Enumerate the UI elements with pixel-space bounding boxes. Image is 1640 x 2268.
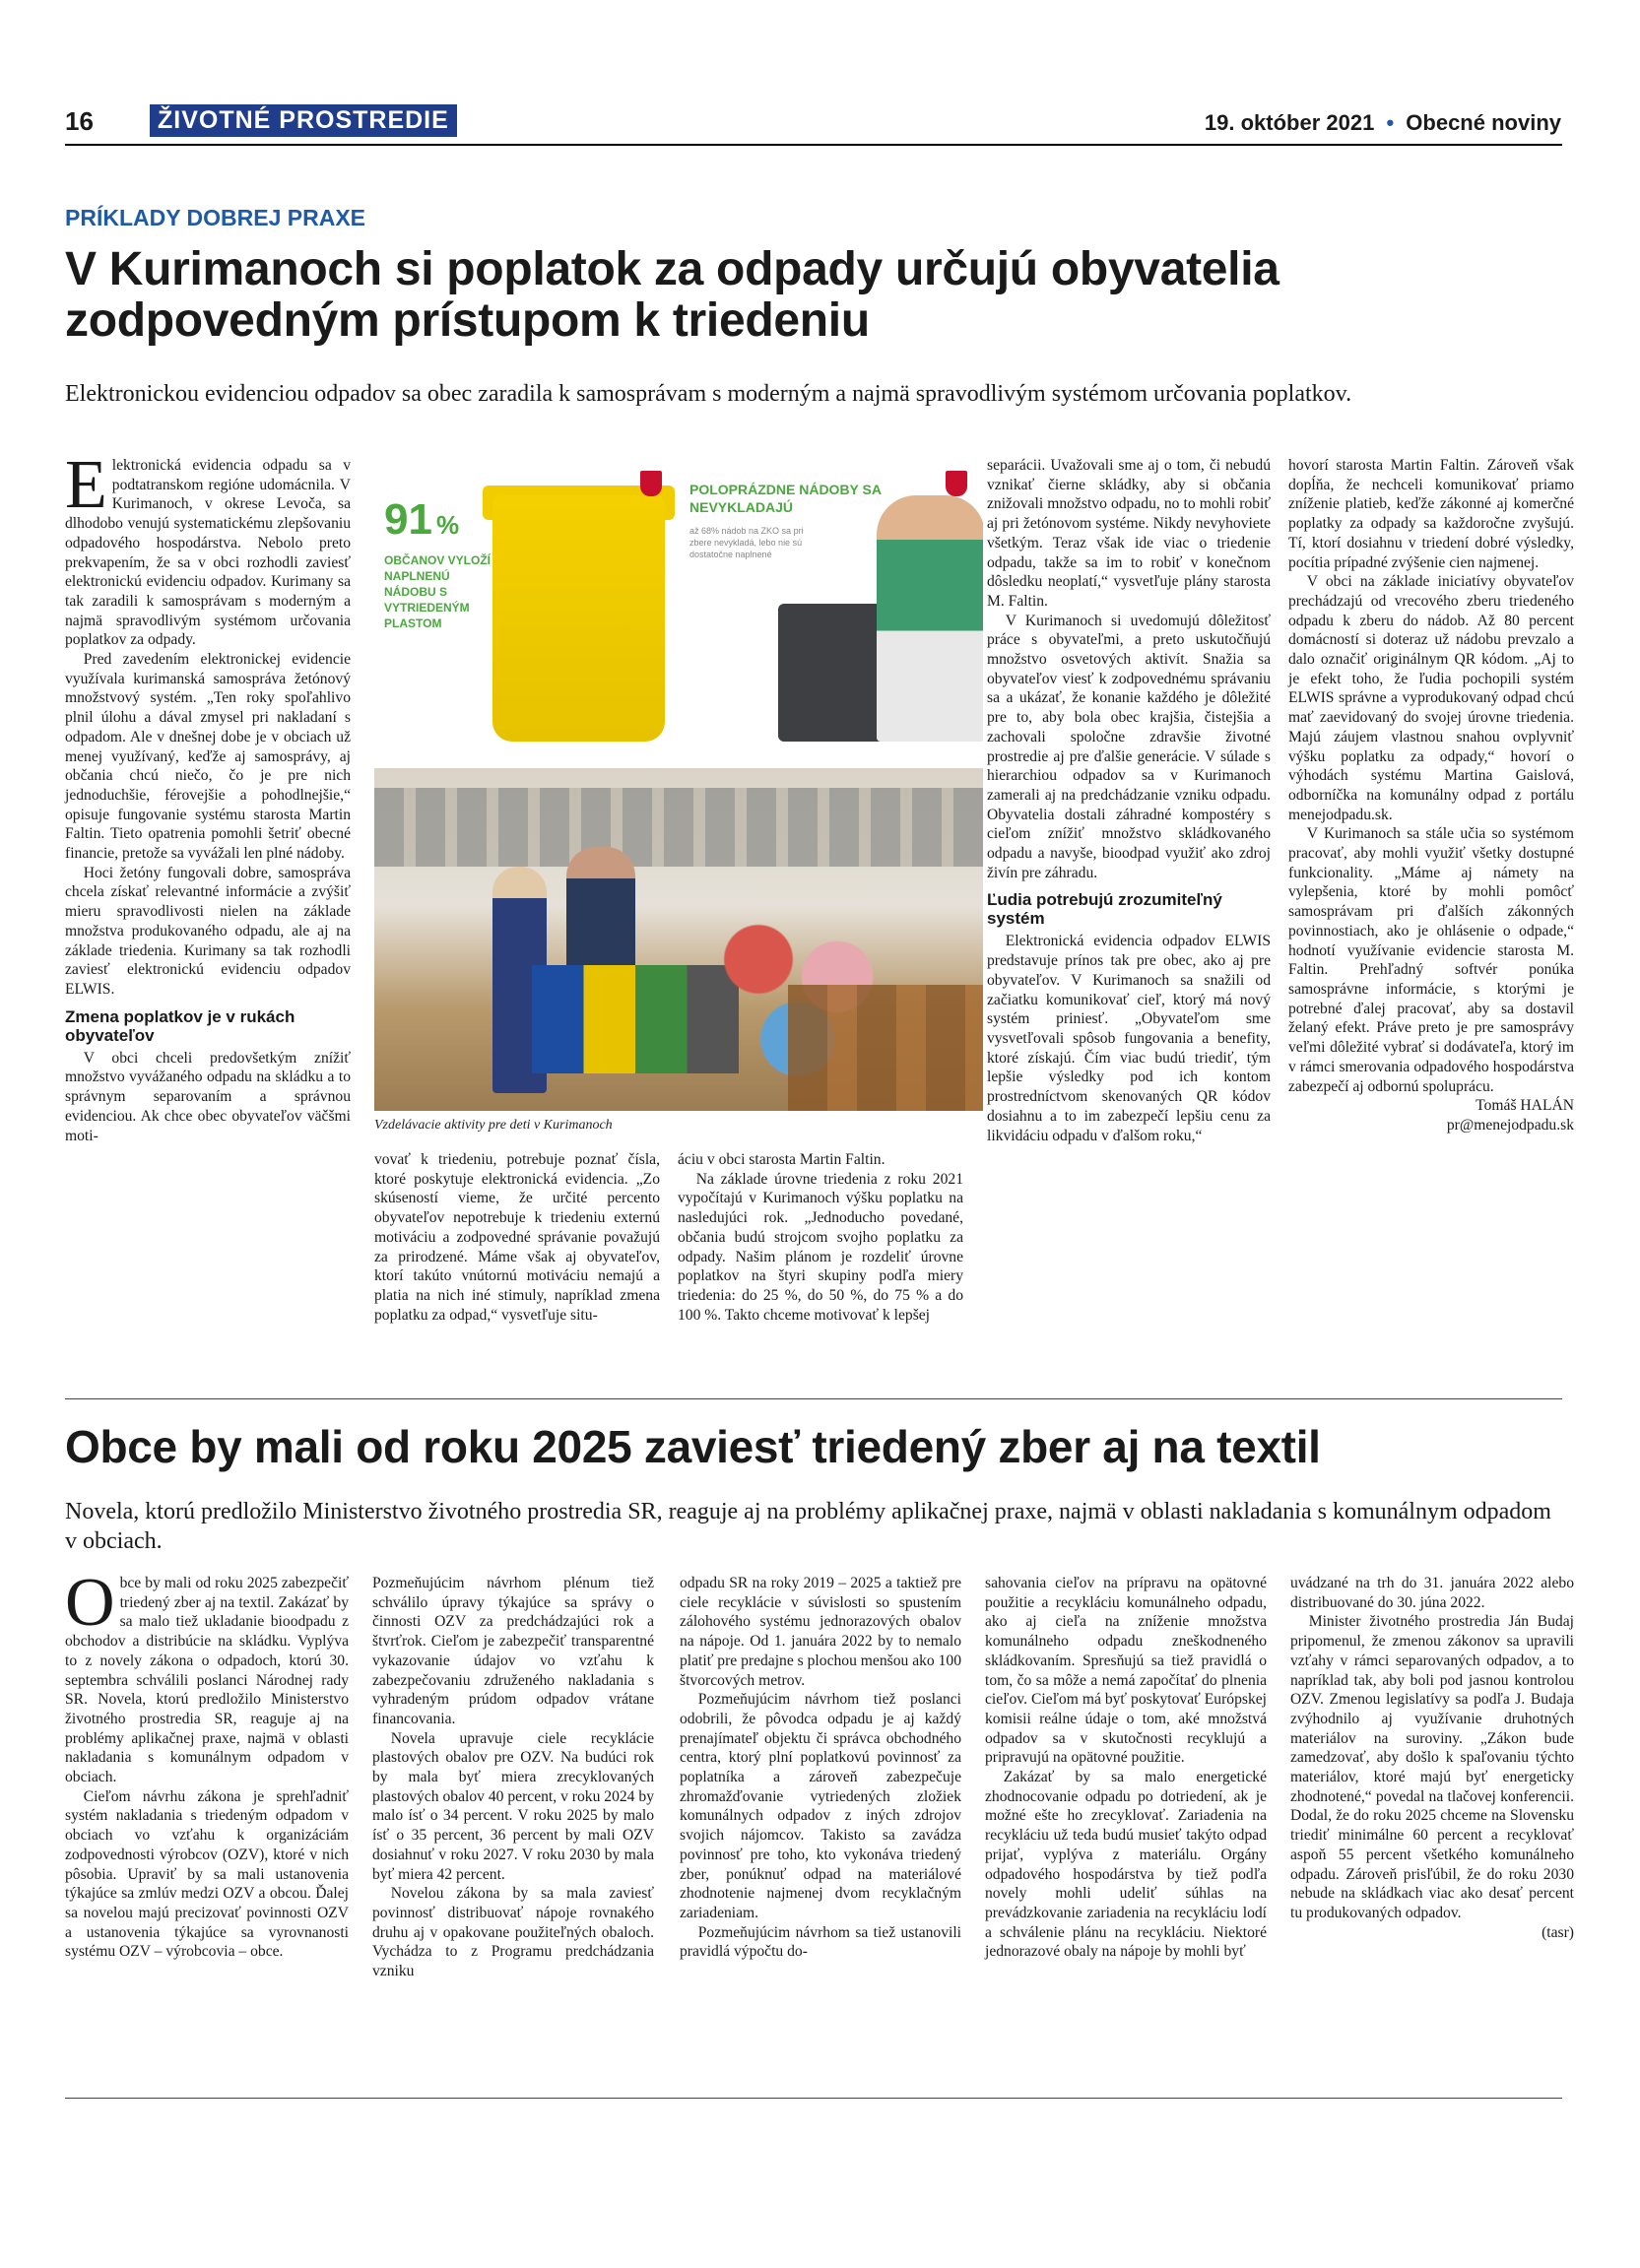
article2-col4	[985, 1574, 1267, 1962]
paragraph: Elektronická evidencia odpadov ELWIS predstavuje prínos tak pre obec, ako aj pre obyvateľov. V Kurimanoch sa snažili od začiatku komunikovať cieľ, ktorý má nový systém priniesť. „Obyvateľom sme vysvetľovali spôsob fungovania a benefity, ktoré získajú. Čím viac budú triediť, tým lepšie výsledky pod ich kontom prostredníctvom skenovaných QR kódov dosiahnu a to im zabezpečí lepšiu cenu za likvidáciu odpadu v ďalšom roku,“	[987, 933, 1271, 1144]
paragraph: V Kurimanoch sa stále učia so systémom pracovať, aby mohli využiť všetky dostupné funkcionality. „Máme aj námety na vylepšenia, ktoré by mohli pomôcť samosprávam pri ďalších zákonných povinnostiach, ako je ohlásenie o odpade,“ hodnotí využívanie evidencie starosta M. Faltin. Prehľadný softvér ponúka samosprávne informácie, s ktorými je potrebné ďalej pracovať, aby sa dostavil želaný efekt. Práve preto je pre samosprávy veľmi dôležité vybrať si dodávateľa, ktorý im v rámci smerovania odpadového hospodárstva zabezpečí aj odbornú spoluprácu.	[1288, 825, 1574, 1095]
article1-col3	[678, 1150, 963, 1325]
headline-2: Obce by mali od roku 2025 zaviesť triedený zber aj na textil	[65, 1421, 1321, 1472]
section-label: ŽIVOTNÉ PROSTREDIE	[150, 104, 457, 137]
paragraph: Novelou zákona by sa mala zaviesť povinnosť distribuovať nápoje rovnakého druhu aj v opakovane použiteľných obaloch. Vychádza to z Programu predchádzania vzniku	[372, 1885, 654, 1980]
dropcap: E	[65, 447, 107, 523]
paragraph: uvádzané na trh do 31. januára 2022 alebo distribuované do 30. júna 2022.	[1290, 1575, 1574, 1611]
headline-1: V Kurimanoch si poplatok za odpady určujú obyvatelia zodpovedným prístupom k triedeniu	[65, 243, 1279, 347]
coat-of-arms-icon	[640, 471, 662, 496]
issue-date: 19. október 2021	[1204, 110, 1375, 135]
signature: (tasr)	[1542, 1923, 1574, 1941]
paragraph: Novela upravuje ciele recyklácie plastových obalov pre OZV. Na budúci rok by mala byť miera zrecyklovaných plastových obalov 40 percent, v roku 2024 by malo ísť o 34 percent. V roku 2025 by malo ísť o 35 percent, 36 percent by mali OZV dosiahnuť v roku 2027. V roku 2030 by mala byť miera 42 percent.	[372, 1729, 654, 1883]
article-divider	[65, 1398, 1562, 1399]
article2-col3	[680, 1574, 961, 1962]
page-number: 16	[65, 106, 94, 136]
yellow-bin-icon	[492, 495, 665, 742]
paragraph: Hoci žetóny fungovali dobre, samospráva chcela získať relevantné informácie a zvýšiť mieru spravodlivosti nielen na základe množstva produkovaného odpadu, ale aj na základe triedenia. Kurimany sa tak rozhodli zaviesť elektronickú evidenciu odpadov ELWIS.	[65, 864, 351, 998]
subheading: Ľudia potrebujú zrozumiteľný systém	[987, 890, 1222, 929]
children-activity-photo	[374, 768, 983, 1111]
paragraph: Minister životného prostredia Ján Budaj pripomenul, že zmenou zákonov sa upravili vzťahy v rámci separovaných odpadov, a to napríklad tak, aby boli pod jasnou kontrolou OZV. Zmenou legislatívy sa podľa J. Budaja zvýhodnilo aj využívanie druhotných materiálov na suroviny. „Zákon bude zamedzovať, aby došlo k spaľovaniu týchto materiálov, ktoré majú byť energeticky zhodnotené,“ povedal na tlačovej konferencii. Dodal, že do roku 2025 chceme na Slovensku triediť minimálne 60 percent a recyklovať aspoň 55 percent všetkého komunálneho odpadu. Zároveň prisľúbil, že do roku 2030 nebude na skládkach viac ako desať percent tu produkovaných odpadov.	[1290, 1613, 1574, 1921]
paragraph: Pozmeňujúcim návrhom tiež poslanci odobrili, že pôvodca odpadu je aj každý prenajímateľ objektu či správca obchodného centra, ktorý plní poplatkovú povinnosť za poplatníka a zároveň zabezpečuje zhromažďovanie vytriedených zložiek komunálnych odpadov z iných zdrojov svojich nájomcov. Takisto sa zavádza povinnosť pre toho, kto vykonáva triedený zber, ponúknuť odpad na materiálové zhodnotenie najmenej dvom recyklačným zariadeniam.	[680, 1691, 961, 1921]
photo-caption: Vzdelávacie aktivity pre deti v Kurimanoch	[374, 1118, 613, 1133]
lead-1: Elektronickou evidenciou odpadov sa obec zaradila k samosprávam s moderným a najmä spravodlivým systémom určovania poplatkov.	[65, 381, 1352, 407]
ad-left-text: OBČANOV VYLOŽÍ NAPLNENÚ NÁDOBU S VYTRIEDENÝM PLASTOM	[384, 553, 492, 630]
article1-col2	[374, 1150, 660, 1325]
header-rule	[65, 144, 1562, 146]
paragraph: Na základe úrovne triedenia z roku 2021 vypočítajú v Kurimanoch výšku poplatku na nasledujúci rok. „Jednoducho povedané, občania budú strojcom svojho poplatku za odpady. Našim plánom je rozdeliť úrovne poplatkov na štyri skupiny podľa miery triedenia: do 25 %, do 50 %, do 75 % a do 100 %. Takto chceme motivovať k lepšej	[678, 1170, 963, 1324]
man-figure	[877, 495, 983, 742]
dropcap: O	[65, 1565, 115, 1641]
paragraph: V obci na základe iniciatívy obyvateľov prechádzajú od vrecového zberu triedeného odpadu k zberu do nádob. Až 80 percent domácností si doteraz už nádobu prevzalo a dalo označiť originálnym QR kódom. „Aj to je efekt toho, že ľudia pochopili systém ELWIS správne a vyprodukovaný odpad chcú mať zaevidovaný do svojej úrovne triedenia. Majú záujem vlastnou snahou ovplyvniť výšku poplatku za odpady,“ hovorí o výhodách systému Martina Gaislová, odborníčka na komunálny odpad z portálu menejodpadu.sk.	[1288, 573, 1574, 823]
ad-right-title: POLOPRÁZDNE NÁDOBY SA NEVYKLADAJÚ	[689, 482, 882, 515]
paragraph: vovať k triedeniu, potrebuje poznať čísla, ktoré poskytuje elektronická evidencia. „Zo skúseností vieme, že určité percento obyvateľov nepotrebuje k triedeniu externú motiváciu a zodpovedné správanie považujú za prirodzené. Máme však aj obyvateľov, ktorí takúto vnútornú motiváciu nemajú a platia na nich iné stimuly, napríklad zmena poplatku za odpad,“ vysvetľuje situ-	[374, 1151, 660, 1324]
footer-rule	[65, 2098, 1562, 2099]
chairs	[788, 985, 983, 1111]
subheading: Zmena poplatkov je v rukách obyvateľov	[65, 1006, 295, 1045]
article2-col5	[1290, 1574, 1574, 1942]
paragraph: sahovania cieľov na prípravu na opätovné použitie a recykláciu komunálneho odpadu, ako aj cieľa na zníženie množstva komunálneho odpadu zneškodneného skládkovaním. Spresňujú sa tiež pravidlá o tom, čo sa môže a nemá započítať do plnenia cieľov. Cieľom má byť poskytovať Európskej komisii reálne údaje o tom, aké množstvá odpadov sa v skutočnosti recyklujú a pripravujú na opätovné použitie.	[985, 1575, 1267, 1767]
kicker: PRÍKLADY DOBREJ PRAXE	[65, 205, 366, 230]
ad-right-small: až 68% nádob na ZKO sa pri zbere nevykladá, lebo nie sú dostatočne naplnené	[689, 526, 804, 559]
paragraph: Pred zavedením elektronickej evidencie využívala kurimanská samospráva žetónový množstvový systém. „Ten roky spoľahlivo plnil úlohu a dával zmysel pri nakladaní s odpadom. Ale v dnešnej dobe je v obciach už menej využívaný, keďže aj samosprávy, aj občania chcú niečo, čo je pre nich jednoduchšie, férovejšie a pohodlnejšie,“ opisuje fungovanie systému starosta Martin Faltin. Tieto opatrenia pomohli šetriť obecné financie, pretože sa vyvážali len plné nádoby.	[65, 651, 351, 863]
paragraph: Elektronická evidencia odpadu sa v podtatranskom regióne udomácnila. V Kurimanoch, v okrese Levoča, sa dlhodobo venujú systematickému zlepšovaniu odpadového hospodárstva. Nebolo preto prekvapením, že sa v obci rozhodli zaviesť elektronickú evidenciu odpadov. Kurimany sa tak zaradili k samosprávam s moderným a najmä spravodlivým systémom určovania poplatkov za odpady.	[65, 447, 351, 649]
author-email: pr@menejodpadu.sk	[1446, 1116, 1574, 1134]
paragraph: áciu v obci starosta Martin Faltin.	[678, 1151, 886, 1168]
issue-info	[1205, 110, 1561, 136]
paragraph: Pozmeňujúcim návrhom sa tiež ustanovili pravidlá výpočtu do-	[680, 1923, 961, 1961]
lead-2: Novela, ktorú predložilo Ministerstvo životného prostredia SR, reaguje aj na problémy aplikačnej praxe, najmä v oblasti nakladania s komunálnym odpadom v obciach.	[65, 1499, 1551, 1554]
author-name: Tomáš HALÁN	[1476, 1097, 1574, 1115]
article2-col2	[372, 1574, 654, 1981]
paragraph: V obci chceli predovšetkým znížiť množstvo vyvážaného odpadu na skládku a to správnym separovaním a správnou evidenciou. Ak chce obec obyvateľov väčšmi moti-	[65, 1049, 351, 1144]
article1-col5	[1288, 456, 1574, 1135]
article1-col1	[65, 447, 351, 1145]
paragraph: V Kurimanoch si uvedomujú dôležitosť práce s obyvateľmi, a preto uskutočňujú množstvo osvetových aktivít. Snažia sa obyvateľov viesť k zodpovednému správaniu sa a ukázať, že konanie každého je dôležité pre to, aby bola obec krajšia, čistejšia a zachovali spoločne zdravšie životné prostredie aj pre ďalšie generácie. V súlade s hierarchiou odpadov sa v Kurimanoch zamerali aj na predchádzanie vzniku odpadu. Obyvatelia dostali záhradné kompostéry s cieľom znížiť množstvo skládkovaného odpadu a navyše, bioodpad využiť ako zdroj živín pre záhradu.	[987, 612, 1271, 881]
paragraph: Cieľom návrhu zákona je sprehľadniť systém nakladania s triedeným odpadom v obciach vo vzťahu k organizáciám zodpovednosti výrobcov (OZV), ktoré v nich pôsobia. Upraviť by sa mali ustanovenia týkajúce sa zmlúv medzi OZV a obcou. Ďalej sa novelou majú precizovať povinnosti OZV a ustanovenia týkajúce sa vyrovnanosti systému OZV – výrobcovia – obce.	[65, 1787, 349, 1961]
paper-name: Obecné noviny	[1406, 110, 1561, 135]
article2-col1	[65, 1565, 349, 1962]
coat-of-arms-icon	[946, 471, 967, 496]
wall-boards	[374, 788, 983, 867]
bullet: •	[1386, 110, 1395, 135]
paragraph: hovorí starosta Martin Faltin. Zároveň však dopĺňa, že nechceli komunikovať priamo zníženie platieb, keďže zákonné aj komerčné poplatky za odpady sa každoročne zvyšujú. Tí, ktorí dosiahnu v triedení dobré výsledky, pocítia prípadné zvýšenie cien najmenej.	[1288, 457, 1574, 571]
ad-percentage: 91 %	[384, 495, 460, 544]
paragraph: Obce by mali od roku 2025 zabezpečiť triedený zber aj na textil. Zakázať by sa malo tiež ukladanie bioodpadu z obchodov a distribúcie na skládku. Vyplýva to z novely zákona o odpadoch, ktorú 30. septembra schválili poslanci Národnej rady SR. Novela, ktorú predložilo Ministerstvo životného prostredia SR, reaguje aj na problémy aplikačnej praxe, najmä v oblasti nakladania s komunálnym odpadom v obciach.	[65, 1565, 349, 1786]
paragraph: separácii. Uvažovali sme aj o tom, či nebudú vznikať čierne skládky, aby si občania znižovali množstvo odpadu, no to mohli robiť aj pri žetónovom systéme. Nikdy nevyhoviete všetkým. Teraz však ide viac o triedenie odpadu, takže sa im to robiť v konečnom dôsledku neoplatí,“ vysvetľuje plány starosta M. Faltin.	[987, 457, 1271, 610]
paragraph: Pozmeňujúcim návrhom plénum tiež schválilo úpravy týkajúce sa správy o činnosti OZV za predchádzajúci rok a štvrťrok. Cieľom je zabezpečiť transparentné vykazovanie údajov vo vzťahu k zabezpečovaniu združeného nakladania s vyhradeným prúdom odpadov vrátane financovania.	[372, 1575, 654, 1727]
recycling-ad-image	[374, 466, 983, 751]
paragraph: Zakázať by sa malo energetické zhodnocovanie odpadu po dotriedení, ak je možné ešte ho zrecyklovať. Zariadenia na recykláciu už teda budú musieť takýto odpad prijať, vyplýva z materiálu. Orgány odpadového hospodárstva by tiež podľa novely mohli udeliť súhlas na prevádzkovanie zariadenia na recykláciu lodí a schválenie plánu na recykláciu. Niektoré jednorazové obaly na nápoje by mohli byť	[985, 1769, 1267, 1961]
article1-col4	[987, 456, 1271, 1145]
paragraph: odpadu SR na roky 2019 – 2025 a taktiež pre ciele recyklácie v súvislosti so spustením zálohového systému jednorazových obalov na nápoje. Od 1. januára 2022 by to nemalo platiť pre predajne s plochou menšou ako 100 štvorcových metrov.	[680, 1575, 961, 1689]
